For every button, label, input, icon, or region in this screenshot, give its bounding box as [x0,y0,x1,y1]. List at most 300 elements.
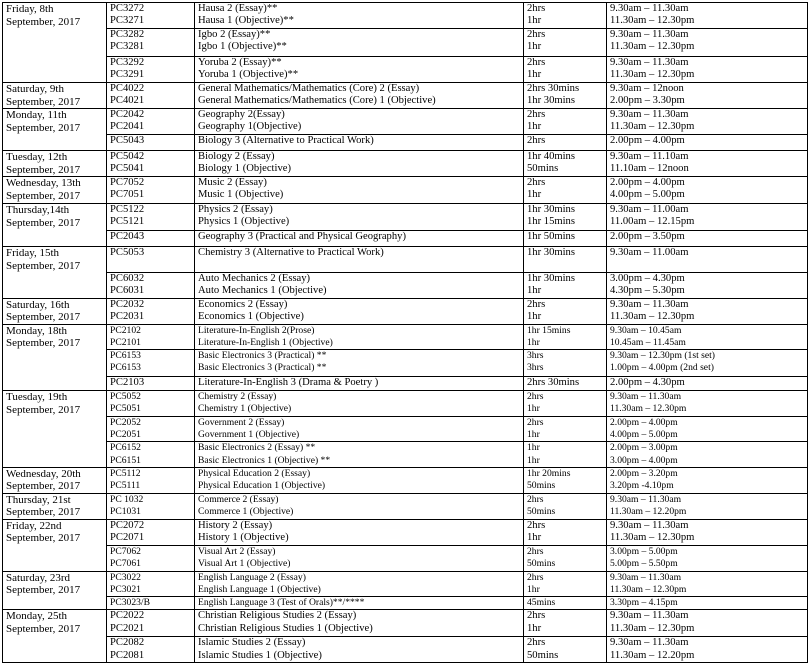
paper-time: 4.00pm – 5.00pm [610,189,685,201]
paper-code: PC2082 [110,637,145,649]
paper-time-cell [607,377,808,391]
paper-code-cell [107,57,195,83]
paper-time: 11.30am – 12.20pm [610,649,695,661]
paper-duration: 1hr [527,285,542,297]
paper-duration: 50mins [527,558,556,570]
paper-duration: 1hr [527,15,542,27]
paper-duration-cell [524,571,607,597]
paper-time: 11.30am – 12.30pm [610,532,695,544]
paper-code-cell [107,135,195,151]
timetable-row [3,467,808,493]
paper-title: Christian Religious Studies 2 (Essay) [198,610,357,622]
paper-title: Basic Electronics 2 (Essay) ** [198,442,316,454]
paper-time-cell [607,416,808,442]
paper-title-cell [195,177,524,204]
paper-time: 9.30am – 11.30am [610,109,689,120]
paper-title: Igbo 2 (Essay)** [198,29,271,40]
paper-title-cell [195,545,524,571]
paper-title: Music 1 (Objective) [198,189,284,201]
paper-time-cell [607,597,808,610]
paper-title-cell [195,571,524,597]
paper-time: 4.30pm – 5.30pm [610,285,685,297]
paper-title: History 1 (Objective) [198,532,289,544]
exam-date [3,177,107,204]
paper-code: PC5111 [110,480,141,492]
paper-title-cell [195,493,524,519]
paper-duration-cell [524,83,607,109]
exam-date [3,519,107,571]
paper-title-cell [195,109,524,135]
paper-duration-cell [524,637,607,663]
paper-time-cell [607,442,808,468]
paper-code: PC2021 [110,622,145,634]
paper-title-cell [195,350,524,377]
paper-code: PC3282 [110,29,145,40]
paper-time: 2.00pm – 3.50pm [610,231,685,242]
timetable-row [3,109,808,135]
paper-code: PC3022 [110,571,141,583]
timetable-row [3,545,808,571]
paper-duration-cell [524,231,607,247]
paper-duration: 1hr [527,442,540,454]
paper-duration-cell [524,350,607,377]
paper-code: PC2042 [110,109,145,120]
paper-time-cell [607,151,808,177]
paper-time-cell [607,177,808,204]
paper-time: 9.30am – 11.30am [610,57,689,68]
paper-title: Literature-In-English 3 (Drama & Poetry ) [198,377,379,389]
paper-title: Physics 2 (Essay) [198,204,273,215]
paper-time: 2.00pm – 4.30pm [610,377,685,389]
paper-time-cell [607,3,808,29]
paper-title: Visual Art 1 (Objective) [198,558,291,570]
paper-time: 11.30am – 12.30pm [610,583,687,595]
paper-duration: 1hr [527,41,542,53]
exam-date-line: September, 2017 [6,15,81,28]
paper-time: 9.30am – 11.30am [610,298,689,310]
paper-title: Basic Electronics 3 (Practical) ** [198,350,327,362]
paper-code: PC2051 [110,429,141,441]
paper-code-cell [107,637,195,663]
paper-title-cell [195,391,524,417]
paper-code-cell [107,571,195,597]
paper-duration: 1hr 30mins [527,204,575,215]
paper-time: 9.30am – 11.30am [610,3,689,14]
paper-time: 2.00pm – 4.00pm [610,177,685,188]
paper-code-cell [107,467,195,493]
paper-duration-cell [524,391,607,417]
paper-time: 11.30am – 12.30pm [610,403,687,415]
paper-duration: 50mins [527,506,556,518]
paper-time-cell [607,135,808,151]
paper-code: PC1031 [110,506,141,518]
paper-code-cell [107,109,195,135]
paper-code-cell [107,83,195,109]
paper-code-cell [107,350,195,377]
paper-code: PC2103 [110,377,145,389]
paper-title: Economics 1 (Objective) [198,310,304,322]
paper-title-cell [195,298,524,324]
paper-code: PC5041 [110,163,145,175]
paper-title-cell [195,416,524,442]
paper-code: PC3272 [110,3,145,14]
paper-time: 11.30am – 12.30pm [610,15,695,27]
paper-title: Islamic Studies 2 (Essay) [198,637,306,649]
paper-code-cell [107,545,195,571]
paper-code-cell [107,377,195,391]
paper-time-cell [607,467,808,493]
paper-title-cell [195,135,524,151]
paper-duration: 2hrs [527,177,546,188]
paper-code: PC5122 [110,204,145,215]
paper-code-cell [107,247,195,273]
paper-code: PC3291 [110,69,145,81]
paper-time-cell [607,391,808,417]
timetable-row [3,273,808,299]
paper-time: 9.30am – 12noon [610,83,684,94]
paper-title-cell [195,637,524,663]
paper-time: 11.30am – 12.20pm [610,506,687,518]
paper-time-cell [607,545,808,571]
paper-title-cell [195,57,524,83]
paper-code: PC2052 [110,416,141,428]
exam-date-line: September, 2017 [6,532,81,545]
paper-code-cell [107,610,195,637]
exam-date-line: September, 2017 [6,189,81,202]
paper-code-cell [107,391,195,417]
paper-time: 3.00pm – 4.00pm [610,454,678,466]
paper-code: PC2043 [110,231,145,242]
paper-duration: 3hrs [527,350,544,362]
paper-duration: 1hr [527,622,542,634]
paper-title-cell [195,610,524,637]
exam-date-line: September, 2017 [6,506,81,519]
paper-time: 11.30am – 12.30pm [610,121,695,133]
paper-title: English Language 1 (Objective) [198,583,321,595]
paper-code-cell [107,324,195,350]
paper-code: PC5053 [110,247,145,258]
exam-date-line: September, 2017 [6,480,81,493]
paper-title: Literature-In-English 2(Prose) [198,324,315,336]
paper-time-cell [607,204,808,231]
paper-duration: 45mins [527,597,556,609]
paper-title: Geography 1(Objective) [198,121,302,133]
paper-title: Yoruba 2 (Essay)** [198,57,282,68]
paper-duration: 2hrs [527,298,546,310]
exam-date [3,109,107,151]
paper-time-cell [607,493,808,519]
paper-code: PC3271 [110,15,145,27]
paper-time: 9.30am – 10.45am [610,324,682,336]
paper-title: Government 1 (Objective) [198,429,300,441]
paper-title: Visual Art 2 (Essay) [198,545,276,557]
paper-duration: 2hrs [527,637,546,649]
paper-code-cell [107,231,195,247]
timetable-row [3,135,808,151]
timetable-row [3,177,808,204]
paper-time: 3.00pm – 4.30pm [610,273,685,284]
paper-code: PC2071 [110,532,145,544]
paper-duration-cell [524,273,607,299]
paper-time: 5.00pm – 5.50pm [610,558,678,570]
paper-duration: 2hrs [527,571,544,583]
exam-date-line: Saturday, 9th [6,83,64,95]
paper-title: Auto Mechanics 1 (Objective) [198,285,327,297]
paper-time: 9.30am – 11.30am [610,29,689,40]
exam-date-line: Friday, 22nd [6,519,62,532]
paper-title: Economics 2 (Essay) [198,298,288,310]
exam-date-line: September, 2017 [6,584,81,597]
paper-time: 10.45am – 11.45am [610,336,686,348]
paper-time-cell [607,273,808,299]
exam-date [3,247,107,299]
paper-time-cell [607,324,808,350]
paper-duration-cell [524,545,607,571]
paper-duration-cell [524,597,607,610]
paper-time: 11.00am – 12.15pm [610,216,695,228]
timetable-row [3,231,808,247]
paper-duration-cell [524,177,607,204]
exam-date-line: Monday, 18th [6,324,68,337]
paper-duration-cell [524,467,607,493]
paper-code: PC7061 [110,558,141,570]
paper-duration: 2hrs [527,3,546,14]
paper-duration: 3hrs [527,362,544,374]
timetable-row [3,350,808,377]
paper-title-cell [195,597,524,610]
paper-duration-cell [524,109,607,135]
paper-duration: 1hr [527,532,542,544]
paper-duration-cell [524,29,607,57]
paper-duration: 2hrs [527,135,546,146]
exam-date-line: September, 2017 [6,403,81,416]
paper-code: PC6151 [110,454,141,466]
paper-duration-cell [524,519,607,545]
paper-code: PC2022 [110,610,145,622]
exam-date-line: Thursday,14th [6,204,70,216]
paper-duration: 2hrs [527,545,544,557]
paper-time-cell [607,83,808,109]
paper-title: Basic Electronics 1 (Objective) ** [198,454,331,466]
paper-duration: 1hr 40mins [527,151,575,162]
paper-duration-cell [524,324,607,350]
paper-code: PC6152 [110,442,141,454]
paper-title-cell [195,467,524,493]
paper-title-cell [195,29,524,57]
exam-date-line: Wednesday, 13th [6,177,81,189]
paper-duration-cell [524,135,607,151]
paper-code: PC7052 [110,177,145,188]
exam-date-line: Saturday, 16th [6,298,70,311]
paper-code: PC2041 [110,121,145,133]
paper-code: PC4022 [110,83,145,94]
paper-duration: 1hr 20mins [527,467,571,479]
paper-title-cell [195,324,524,350]
paper-duration: 1hr 50mins [527,231,575,242]
paper-title: Physics 1 (Objective) [198,216,290,228]
paper-code-cell [107,416,195,442]
paper-duration: 1hr [527,454,540,466]
exam-date [3,83,107,109]
paper-time: 9.30am – 11.30am [610,519,689,531]
paper-code-cell [107,597,195,610]
paper-time: 9.30am – 11.30am [610,571,682,583]
paper-time-cell [607,231,808,247]
timetable-row [3,610,808,637]
exam-date-line: Friday, 8th [6,3,54,15]
paper-title: Chemistry 1 (Objective) [198,403,292,415]
paper-time: 3.00pm – 5.00pm [610,545,678,557]
paper-time: 3.30pm – 4.15pm [610,597,678,609]
paper-time: 2.00pm – 3.30pm [610,95,685,107]
paper-title: Government 2 (Essay) [198,416,285,428]
paper-code: PC2102 [110,324,141,336]
timetable-row [3,416,808,442]
paper-time: 9.30am – 11.30am [610,637,689,649]
paper-title: English Language 2 (Essay) [198,571,306,583]
exam-date-line: Friday, 15th [6,247,60,259]
paper-title-cell [195,247,524,273]
paper-duration: 2hrs [527,391,544,403]
paper-title: Hausa 1 (Objective)** [198,15,294,27]
paper-duration-cell [524,298,607,324]
paper-duration: 2hrs [527,610,546,622]
paper-duration: 1hr 30mins [527,247,575,258]
paper-duration: 50mins [527,649,559,661]
exam-date-line: Monday, 25th [6,610,68,623]
paper-code: PC5112 [110,467,141,479]
paper-time: 2.00pm – 3.20pm [610,467,678,479]
paper-duration: 1hr 15mins [527,216,575,228]
exam-date [3,610,107,663]
paper-time: 11.30am – 12.30pm [610,310,695,322]
paper-duration: 1hr 30mins [527,273,575,284]
exam-date-line: September, 2017 [6,121,81,134]
paper-duration-cell [524,247,607,273]
paper-title: Basic Electronics 3 (Practical) ** [198,362,327,374]
paper-code: PC2072 [110,519,145,531]
paper-code: PC5121 [110,216,145,228]
paper-code: PC6153 [110,350,141,362]
paper-time: 11.30am – 12.30pm [610,41,695,53]
paper-title: History 2 (Essay) [198,519,273,531]
paper-time-cell [607,519,808,545]
paper-duration: 2hrs [527,109,546,120]
paper-duration: 50mins [527,163,559,175]
paper-time-cell [607,637,808,663]
paper-duration-cell [524,493,607,519]
paper-title: Geography 2(Essay) [198,109,285,120]
timetable-row [3,637,808,663]
paper-title: Biology 2 (Essay) [198,151,275,162]
timetable-row [3,151,808,177]
paper-code: PC5042 [110,151,145,162]
paper-title-cell [195,377,524,391]
paper-title: Music 2 (Essay) [198,177,267,188]
paper-duration: 1hr 30mins [527,95,575,107]
exam-date-line: Monday, 11th [6,109,67,121]
paper-title: Auto Mechanics 2 (Essay) [198,273,311,284]
paper-code: PC7062 [110,545,141,557]
timetable-row [3,519,808,545]
timetable-body [3,3,808,663]
paper-title: Chemistry 2 (Essay) [198,391,277,403]
paper-duration: 2hrs 30mins [527,83,580,94]
paper-duration-cell [524,610,607,637]
paper-time-cell [607,571,808,597]
paper-title-cell [195,519,524,545]
exam-date [3,204,107,247]
paper-time: 2.00pm – 4.00pm [610,135,685,146]
exam-date-line: Tuesday, 19th [6,391,68,404]
paper-code-cell [107,151,195,177]
timetable-row [3,204,808,231]
paper-time: 4.00pm – 5.00pm [610,429,678,441]
paper-title: General Mathematics/Mathematics (Core) 2 (Essay) [198,83,420,94]
paper-duration: 2hrs [527,493,544,505]
paper-duration: 1hr [527,69,542,81]
paper-title: Physical Education 2 (Essay) [198,467,311,479]
paper-code: PC3292 [110,57,145,68]
timetable-row [3,29,808,57]
paper-title: Commerce 1 (Objective) [198,506,294,518]
paper-code: PC4021 [110,95,145,107]
timetable-row [3,597,808,610]
paper-code: PC 1032 [110,493,144,505]
exam-date-line: September, 2017 [6,259,81,272]
paper-duration: 1hr [527,403,540,415]
paper-code-cell [107,493,195,519]
paper-title-cell [195,151,524,177]
timetable-row [3,377,808,391]
paper-title: Islamic Studies 1 (Objective) [198,649,322,661]
paper-code: PC6031 [110,285,145,297]
paper-duration: 1hr 15mins [527,324,571,336]
timetable-row [3,442,808,468]
paper-time: 9.30am – 12.30pm (1st set) [610,350,715,362]
paper-title-cell [195,442,524,468]
exam-date [3,391,107,468]
exam-date [3,3,107,83]
paper-code-cell [107,177,195,204]
paper-duration: 50mins [527,480,556,492]
paper-time: 1.00pm – 4.00pm (2nd set) [610,362,714,374]
paper-code: PC3281 [110,41,145,53]
paper-time: 11.10am – 12noon [610,163,689,175]
paper-time-cell [607,57,808,83]
paper-time: 9.30am – 11.10am [610,151,689,162]
paper-duration-cell [524,3,607,29]
timetable-row [3,83,808,109]
paper-code: PC2101 [110,336,141,348]
paper-code-cell [107,519,195,545]
paper-title-cell [195,231,524,247]
paper-code: PC2031 [110,310,145,322]
timetable-row [3,298,808,324]
paper-code: PC2081 [110,649,145,661]
paper-duration-cell [524,57,607,83]
paper-title: General Mathematics/Mathematics (Core) 1 (Objective) [198,95,436,107]
paper-time: 11.30am – 12.30pm [610,69,695,81]
paper-duration-cell [524,151,607,177]
paper-code: PC5052 [110,391,141,403]
exam-date-line: Tuesday, 12th [6,151,68,163]
paper-duration: 2hrs 30mins [527,377,580,389]
paper-title: English Language 3 (Test of Orals)**/**** [198,597,365,609]
paper-title-cell [195,273,524,299]
paper-time-cell [607,350,808,377]
paper-duration: 1hr [527,121,542,133]
